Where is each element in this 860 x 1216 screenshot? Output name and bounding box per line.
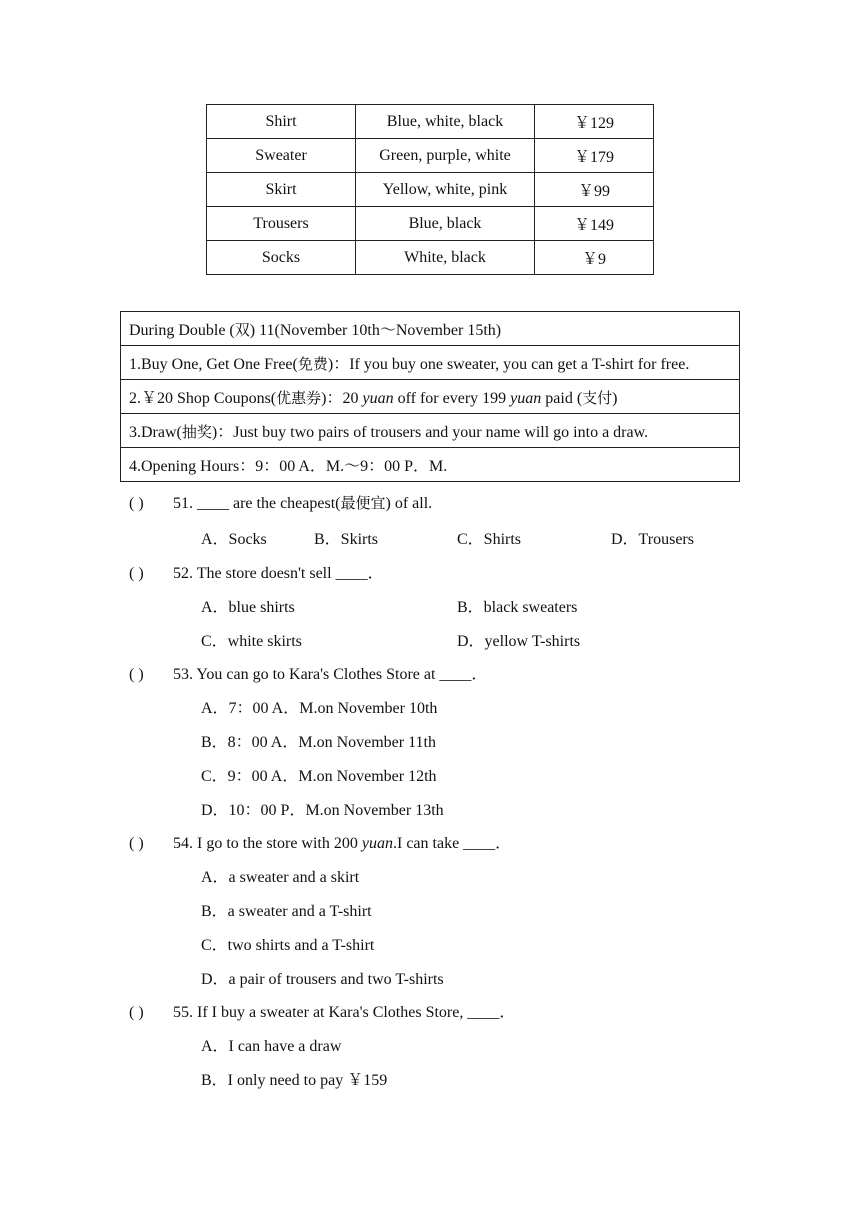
table-row — [121, 380, 740, 414]
option-c[interactable]: C．9：00 A．M.on November 12th — [201, 768, 437, 785]
color-cell: Blue, black — [356, 207, 535, 241]
table-row — [121, 448, 740, 482]
option-a[interactable]: A．a sweater and a skirt — [201, 869, 360, 886]
color-cell: Blue, white, black — [356, 105, 535, 139]
option-a[interactable]: A．I can have a draw — [201, 1038, 342, 1055]
table-row — [207, 173, 654, 207]
promotion-item: 4.Opening Hours：9：00 A．M.～9：00 P．M. — [121, 448, 740, 482]
item-cell: Socks — [207, 241, 356, 275]
table-row — [207, 207, 654, 241]
color-cell: White, black — [356, 241, 535, 275]
price-cell: ￥149 — [535, 207, 654, 241]
price-cell: ￥129 — [535, 105, 654, 139]
option-d[interactable]: D．Trousers — [611, 531, 694, 548]
price-cell: ￥179 — [535, 139, 654, 173]
option-d[interactable]: D．yellow T-shirts — [457, 633, 581, 650]
option-c[interactable]: C．two shirts and a T-shirt — [201, 937, 375, 954]
promotion-table — [120, 311, 740, 482]
item-cell: Sweater — [207, 139, 356, 173]
question-52: ( ) 52. The store doesn't sell ____． — [129, 565, 384, 582]
option-b[interactable]: B．8：00 A．M.on November 11th — [201, 734, 436, 751]
question-51: ( ) 51. ____ are the cheapest(最便宜) of all. — [129, 494, 433, 512]
option-c[interactable]: C．Shirts — [457, 531, 522, 548]
promotion-item: 2.￥20 Shop Coupons(优惠券)：20 yuan off for every 199 yuan paid (支付) — [121, 380, 740, 414]
question-55: ( ) 55. If I buy a sweater at Kara's Clothes Store, ____． — [129, 1004, 516, 1021]
answer-blank[interactable]: ( ) — [129, 835, 144, 852]
color-cell: Green, purple, white — [356, 139, 535, 173]
option-b[interactable]: B．I only need to pay ￥159 — [201, 1072, 388, 1089]
table-row — [121, 414, 740, 448]
price-table — [206, 104, 654, 275]
answer-blank[interactable]: ( ) — [129, 1004, 144, 1021]
price-cell: ￥9 — [535, 241, 654, 275]
answer-blank[interactable]: ( ) — [129, 565, 144, 582]
option-b[interactable]: B．black sweaters — [457, 599, 578, 616]
promotion-item: 3.Draw(抽奖)：Just buy two pairs of trousers and your name will go into a draw. — [121, 414, 740, 448]
table-row — [207, 105, 654, 139]
question-54: ( ) 54. I go to the store with 200 yuan.I can take ____． — [129, 835, 512, 852]
option-b[interactable]: B．a sweater and a T-shirt — [201, 903, 372, 920]
answer-blank[interactable]: ( ) — [129, 495, 144, 512]
promotion-header: During Double (双) 11(November 10th～November 15th) — [121, 312, 740, 346]
table-row — [207, 139, 654, 173]
option-b[interactable]: B．Skirts — [314, 531, 379, 548]
option-a[interactable]: A．7：00 A．M.on November 10th — [201, 700, 438, 717]
table-row — [207, 241, 654, 275]
option-d[interactable]: D．10：00 P．M.on November 13th — [201, 802, 444, 819]
option-d[interactable]: D．a pair of trousers and two T-shirts — [201, 971, 444, 988]
option-a[interactable]: A．Socks — [201, 531, 267, 548]
table-row — [121, 346, 740, 380]
price-cell: ￥99 — [535, 173, 654, 207]
item-cell: Skirt — [207, 173, 356, 207]
item-cell: Shirt — [207, 105, 356, 139]
question-53: ( ) 53. You can go to Kara's Clothes Store at ____． — [129, 666, 488, 683]
answer-blank[interactable]: ( ) — [129, 666, 144, 683]
option-c[interactable]: C．white skirts — [201, 633, 302, 650]
option-a[interactable]: A．blue shirts — [201, 599, 295, 616]
item-cell: Trousers — [207, 207, 356, 241]
table-row — [121, 312, 740, 346]
promotion-item: 1.Buy One, Get One Free(免费)：If you buy one sweater, you can get a T-shirt for free. — [121, 346, 740, 380]
color-cell: Yellow, white, pink — [356, 173, 535, 207]
